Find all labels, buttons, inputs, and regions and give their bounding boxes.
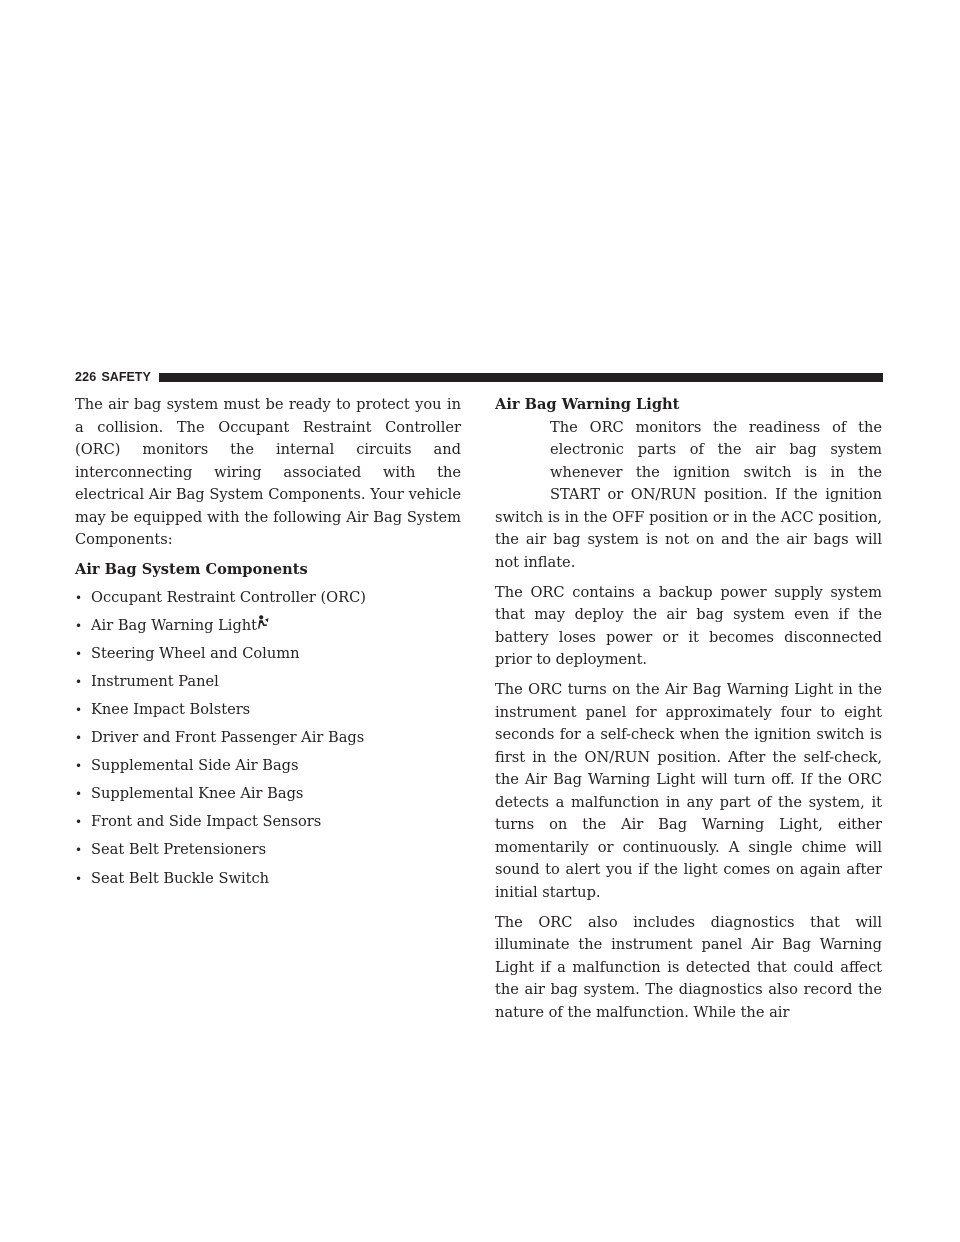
bullet-icon: • (75, 646, 83, 661)
list-item: • Air Bag Warning Light (75, 615, 461, 638)
left-column (75, 394, 461, 890)
bullet-icon: • (75, 731, 83, 746)
intro-paragraph: The air bag system must be ready to protect you in a collision. The Occupant Restraint Controller (ORC) monitors the internal circuits and interconnecting wiring associated with the electrical Air Bag System Components. Your vehicle may be equipped with the following Air Bag System Components: (75, 396, 461, 548)
list-item: • Seat Belt Pretensioners (75, 839, 461, 862)
header-rule (159, 373, 883, 382)
list-item: • Steering Wheel and Column (75, 643, 461, 666)
list-item: • Seat Belt Buckle Switch (75, 868, 461, 891)
airbag-warning-icon (258, 615, 269, 629)
page-number: 226 (75, 370, 97, 384)
bullet-icon: • (75, 674, 83, 689)
warning-light-heading: Air Bag Warning Light (495, 396, 680, 413)
bullet-icon: • (75, 702, 83, 717)
paragraph-readiness: The ORC monitors the readiness of the electronic parts of the air bag system whenever the ignition switch is in the START or ON/RUN position. If the ignition switch is in the OFF position or in the ACC position, the air bag system is not on and the air bags will not inflate. (495, 418, 882, 571)
paragraph-backup-power: The ORC contains a backup power supply system that may deploy the air bag system even if the battery loses power or it becomes disconnected prior to deployment. (495, 583, 882, 668)
section-title: SAFETY (101, 370, 151, 384)
bullet-icon: • (75, 843, 83, 858)
list-item: • Occupant Restraint Controller (ORC) (75, 587, 461, 610)
paragraph-self-check: The ORC turns on the Air Bag Warning Light in the instrument panel for approximately four to eight seconds for a self-check when the ignition switch is first in the ON/RUN position. After the self-check, the Air Bag Warning Light will turn off. If the ORC detects a malfunction in any part of the system, it turns on the Air Bag Warning Light, either momentarily or continuously. A single chime will sound to alert you if the light comes on again after initial startup. (495, 681, 882, 901)
list-item: • Front and Side Impact Sensors (75, 811, 461, 834)
bullet-icon: • (75, 787, 83, 802)
paragraph-diagnostics: The ORC also includes diagnostics that will illuminate the instrument panel Air Bag Warning Light if a malfunction is detected that could affect the air bag system. The diagnostics also record the nature of the malfunction. While the air (495, 913, 882, 1021)
bullet-icon: • (75, 871, 83, 886)
list-item: • Driver and Front Passenger Air Bags (75, 727, 461, 750)
bullet-icon: • (75, 759, 83, 774)
page-header (75, 369, 883, 385)
list-item: • Instrument Panel (75, 671, 461, 694)
bullet-icon: • (75, 590, 83, 605)
list-item: • Knee Impact Bolsters (75, 699, 461, 722)
list-item: • Supplemental Side Air Bags (75, 755, 461, 778)
components-list (75, 587, 461, 890)
components-heading: Air Bag System Components (75, 560, 308, 578)
warning-icon-placeholder (495, 417, 550, 505)
list-item: • Supplemental Knee Air Bags (75, 783, 461, 806)
bullet-icon: • (75, 618, 83, 633)
right-column (495, 394, 882, 1024)
bullet-icon: • (75, 815, 83, 830)
warning-light-block (495, 417, 882, 575)
